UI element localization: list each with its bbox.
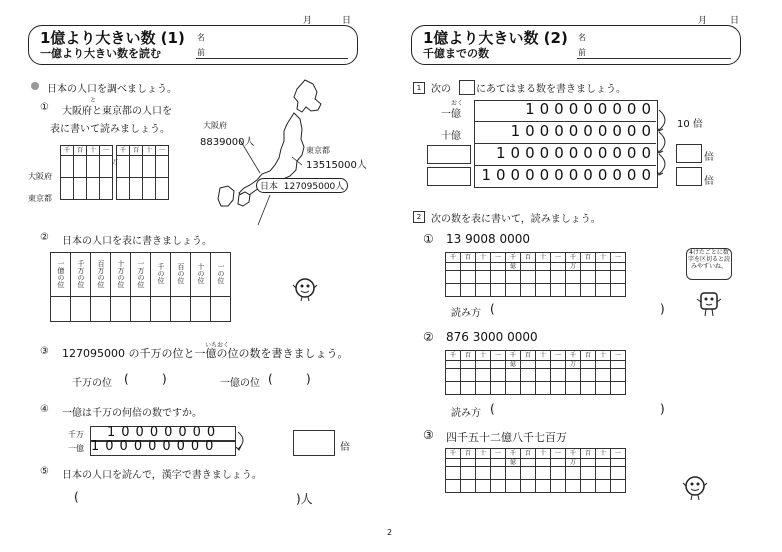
digit-cell[interactable] xyxy=(476,467,491,480)
name-label-1: 名 xyxy=(197,33,205,42)
page-number: 2 xyxy=(387,528,393,537)
digit-cell[interactable] xyxy=(521,467,536,480)
map-tokyo-value: 13515000人 xyxy=(306,160,367,171)
digit-cell[interactable] xyxy=(446,271,461,284)
col-head: 百 xyxy=(130,146,143,156)
mascot-icon xyxy=(682,474,708,502)
digit-cell[interactable] xyxy=(476,271,491,284)
digit-cell[interactable] xyxy=(506,480,521,493)
page-subtitle: 一億より大きい数を読む xyxy=(40,47,161,60)
place-head: 一億の位 xyxy=(57,259,65,288)
q3-number: ③ xyxy=(40,346,49,357)
digit-cell[interactable] xyxy=(491,480,506,493)
q3-ruby: いちおく xyxy=(205,342,230,349)
q4-unit: 倍 xyxy=(340,442,350,453)
s1-text-b: にあてはまる数を書きましょう。 xyxy=(476,84,626,95)
s1-row4-digits: 100000000000 xyxy=(481,166,656,184)
place-head: 一 xyxy=(491,351,506,361)
digit-cell[interactable] xyxy=(566,467,581,480)
digit-cell[interactable] xyxy=(536,284,551,297)
place-head: 十 xyxy=(536,351,551,361)
digit-cell[interactable] xyxy=(566,382,581,395)
oku-label: 億 xyxy=(506,263,521,271)
name-label-1: 名 xyxy=(578,33,586,42)
q5-number: ⑤ xyxy=(40,466,49,477)
place-head: 百 xyxy=(461,253,476,263)
bullet-icon xyxy=(31,82,39,90)
digit-cell[interactable] xyxy=(566,480,581,493)
place-head: 十 xyxy=(596,449,611,459)
digit-cell[interactable] xyxy=(491,382,506,395)
digit-cell[interactable] xyxy=(596,284,611,297)
digit-cell[interactable] xyxy=(566,271,581,284)
q1-text-line1: 大阪府と東京都の人口を xyxy=(62,106,172,117)
place-head: 百 xyxy=(521,351,536,361)
population-table-1 xyxy=(60,145,169,200)
place-head: 一 xyxy=(551,351,566,361)
digit-cell[interactable] xyxy=(446,382,461,395)
digit-cell[interactable] xyxy=(551,467,566,480)
q5-close-unit: )人 xyxy=(296,492,313,506)
place-head: 一 xyxy=(491,253,506,263)
date-day: 日 xyxy=(730,16,740,26)
digit-cell[interactable] xyxy=(446,467,461,480)
place-head: 一 xyxy=(491,449,506,459)
digit-cell[interactable] xyxy=(611,382,626,395)
p3-number: ③ xyxy=(423,428,434,442)
place-head: 一 xyxy=(551,253,566,263)
digit-cell[interactable] xyxy=(506,271,521,284)
digit-cell[interactable] xyxy=(536,382,551,395)
blank-box-icon xyxy=(459,80,475,95)
s1-row4-answer-box[interactable] xyxy=(427,167,471,186)
digit-cell[interactable] xyxy=(446,369,461,382)
digit-cell[interactable] xyxy=(611,467,626,480)
place-head: 千万の位 xyxy=(77,259,85,288)
digit-cell[interactable] xyxy=(446,284,461,297)
digit-cell[interactable] xyxy=(611,284,626,297)
digit-cell[interactable] xyxy=(461,382,476,395)
place-head: 千 xyxy=(506,449,521,459)
intro-text: 日本の人口を調べましょう。 xyxy=(47,84,177,95)
digit-cell[interactable] xyxy=(461,284,476,297)
name-label-2: 前 xyxy=(578,48,586,57)
p1-reading-label: 読み方 xyxy=(451,308,481,319)
place-head: 千 xyxy=(446,253,461,263)
digit-cell[interactable] xyxy=(551,382,566,395)
digit-cell[interactable] xyxy=(551,480,566,493)
digit-cell[interactable] xyxy=(521,284,536,297)
s1-unit-1: 倍 xyxy=(704,152,714,163)
digit-cell[interactable] xyxy=(581,284,596,297)
digit-cell[interactable] xyxy=(611,271,626,284)
mascot-icon xyxy=(292,276,318,302)
digit-cell[interactable] xyxy=(476,382,491,395)
q5-open: ( xyxy=(74,490,79,504)
q2-number: ② xyxy=(40,232,49,243)
place-head: 千 xyxy=(446,449,461,459)
place-head: 十 xyxy=(476,449,491,459)
s1-row1-label: 一億 xyxy=(441,109,461,120)
s1-row1-digits: 100000000 xyxy=(525,100,656,118)
digit-cell[interactable] xyxy=(551,284,566,297)
place-head: 百 xyxy=(581,253,596,263)
q1-text-line2: 表に書いて読みましょう。 xyxy=(50,124,170,135)
digit-cell[interactable] xyxy=(476,284,491,297)
place-head: 十 xyxy=(596,253,611,263)
name-label-2: 前 xyxy=(197,48,205,57)
digit-cell[interactable] xyxy=(611,480,626,493)
map-osaka-value: 8839000人 xyxy=(200,137,255,148)
name-line xyxy=(577,58,731,59)
digit-cell[interactable] xyxy=(446,480,461,493)
s1-row3-digits: 10000000000 xyxy=(496,144,656,162)
date-month: 月 xyxy=(698,16,708,26)
place-head: 百 xyxy=(581,351,596,361)
p2-value: 876 3000 0000 xyxy=(446,330,538,344)
p1-value: 13 9008 0000 xyxy=(446,232,530,246)
place-head: 千 xyxy=(566,449,581,459)
s1-row2-digits: 1000000000 xyxy=(510,122,656,140)
place-head: 百 xyxy=(461,351,476,361)
date-day: 日 xyxy=(342,16,352,26)
place-head: 十 xyxy=(476,351,491,361)
col-head: 十 xyxy=(143,146,156,156)
arrow-icon xyxy=(236,430,250,452)
s1-row3-answer-box[interactable] xyxy=(427,145,471,164)
digit-cell[interactable] xyxy=(461,271,476,284)
name-line xyxy=(196,58,348,59)
place-head: 十 xyxy=(596,351,611,361)
man-label: 万 xyxy=(566,361,581,369)
place-head: 千 xyxy=(506,253,521,263)
s1-times10: 10 倍 xyxy=(677,119,703,130)
mascot-icon xyxy=(696,290,722,318)
place-head: 百 xyxy=(581,449,596,459)
q4-text: 一億は千万の何倍の数ですか。 xyxy=(62,408,202,419)
place-head: 十万の位 xyxy=(117,259,125,288)
place-head: 一 xyxy=(611,351,626,361)
col-head: 十 xyxy=(87,146,100,156)
s1-text-a: 次の xyxy=(431,84,451,95)
p2-reading-label: 読み方 xyxy=(451,408,481,419)
hint-bubble: 4けたごとに数字を区切ると読みやすいね。 xyxy=(686,248,732,280)
place-head: 百 xyxy=(461,449,476,459)
digit-cell[interactable] xyxy=(596,467,611,480)
digit-cell[interactable] xyxy=(521,480,536,493)
digit-cell[interactable] xyxy=(596,369,611,382)
digit-cell[interactable] xyxy=(491,467,506,480)
digit-cell[interactable] xyxy=(506,467,521,480)
place-head: 千の位 xyxy=(157,263,165,284)
place-head: 千 xyxy=(446,351,461,361)
place-head: 千 xyxy=(506,351,521,361)
p3-grid xyxy=(445,448,626,493)
q3-text: 127095000 の千万の位と一億の位の数を書きましょう。 xyxy=(62,347,349,360)
japan-map xyxy=(210,75,360,235)
p2-reading-open: ( xyxy=(490,402,495,416)
place-head: 一 xyxy=(551,449,566,459)
place-head: 一 xyxy=(611,253,626,263)
section-1-number: 1 xyxy=(413,82,425,94)
map-japan-tag: 日本 127095000人 xyxy=(256,178,348,193)
q3-answer1-open: ( xyxy=(124,372,129,386)
digit-cell[interactable] xyxy=(506,382,521,395)
digit-cell[interactable] xyxy=(596,480,611,493)
digit-cell[interactable] xyxy=(491,369,506,382)
digit-cell[interactable] xyxy=(536,467,551,480)
digit-cell[interactable] xyxy=(476,480,491,493)
place-head: 一の位 xyxy=(217,263,225,284)
q4-row1-digits: 10000000 xyxy=(107,425,222,440)
row-label-tokyo: 東京都 xyxy=(28,194,52,203)
oku-label: 億 xyxy=(506,459,521,467)
place-head: 百 xyxy=(521,449,536,459)
q3-answer2-open: ( xyxy=(268,372,273,386)
man-label: 万 xyxy=(566,459,581,467)
map-osaka-label: 大阪府 xyxy=(203,121,227,130)
page-title: 1億より大きい数 (1) xyxy=(40,29,185,47)
digit-cell[interactable] xyxy=(581,467,596,480)
page-subtitle: 千億までの数 xyxy=(423,47,489,60)
digit-cell[interactable] xyxy=(461,369,476,382)
digit-cell[interactable] xyxy=(461,467,476,480)
date-month: 月 xyxy=(303,16,313,26)
q4-number: ④ xyxy=(40,404,49,415)
s1-times-box-2[interactable] xyxy=(676,167,702,186)
arrows-icon xyxy=(657,104,673,182)
place-head: 千 xyxy=(566,253,581,263)
p1-reading-open: ( xyxy=(490,302,495,316)
digit-cell[interactable] xyxy=(566,369,581,382)
population-table-2 xyxy=(50,252,231,322)
col-head: 百 xyxy=(74,146,87,156)
digit-cell[interactable] xyxy=(611,369,626,382)
man-label: 万 xyxy=(566,263,581,271)
place-head: 十 xyxy=(536,449,551,459)
section-2-number: 2 xyxy=(413,211,425,223)
q2-text: 日本の人口を表に書きましょう。 xyxy=(62,236,212,247)
digit-cell[interactable] xyxy=(581,271,596,284)
digit-cell[interactable] xyxy=(581,369,596,382)
p2-grid xyxy=(445,350,626,395)
digit-cell[interactable] xyxy=(491,271,506,284)
digit-cell[interactable] xyxy=(506,284,521,297)
digit-cell[interactable] xyxy=(596,271,611,284)
place-head: 一 xyxy=(611,449,626,459)
s1-ruby: おく xyxy=(451,100,464,107)
row-label-osaka: 大阪府 xyxy=(28,172,52,181)
digit-cell[interactable] xyxy=(536,271,551,284)
q1-ruby: と xyxy=(90,97,97,104)
p1-grid xyxy=(445,252,626,297)
place-head: 百万の位 xyxy=(97,259,105,288)
q4-row2-digits: 100000000 xyxy=(91,439,220,454)
digit-cell[interactable] xyxy=(461,480,476,493)
q3-answer2-label: 一億の位 xyxy=(220,378,260,389)
col-head: 千 xyxy=(61,146,74,156)
place-head: 十 xyxy=(476,253,491,263)
digit-cell[interactable] xyxy=(581,382,596,395)
s1-row2-label: 十億 xyxy=(441,131,461,142)
s1-times-box-1[interactable] xyxy=(676,144,702,163)
digit-cell[interactable] xyxy=(476,369,491,382)
digit-cell[interactable] xyxy=(521,382,536,395)
digit-cell[interactable] xyxy=(521,271,536,284)
place-head: 千 xyxy=(566,351,581,361)
q3-answer1-label: 千万の位 xyxy=(72,378,112,389)
digit-cell[interactable] xyxy=(536,369,551,382)
q3-answer1-close: ) xyxy=(162,372,167,386)
oku-label: 億 xyxy=(506,361,521,369)
place-head: 十の位 xyxy=(197,263,205,284)
digit-cell[interactable] xyxy=(551,369,566,382)
map-tokyo-label: 東京都 xyxy=(306,146,330,155)
p1-reading-close: ) xyxy=(660,302,665,316)
p1-number: ① xyxy=(423,232,434,246)
digit-cell[interactable] xyxy=(521,369,536,382)
digit-cell[interactable] xyxy=(506,369,521,382)
q1-number: ① xyxy=(40,102,49,113)
q4-row2-label: 一億 xyxy=(68,444,84,453)
place-head: 十 xyxy=(536,253,551,263)
digit-cell[interactable] xyxy=(551,271,566,284)
q5-text: 日本の人口を読んで，漢字で書きましょう。 xyxy=(62,470,262,481)
digit-cell[interactable] xyxy=(596,382,611,395)
digit-cell[interactable] xyxy=(536,480,551,493)
digit-cell[interactable] xyxy=(491,284,506,297)
place-head: 百の位 xyxy=(177,263,185,284)
q4-answer-box[interactable] xyxy=(293,430,335,456)
q3-answer2-close: ) xyxy=(306,372,311,386)
p3-value: 四千五十二億八千七百万 xyxy=(446,431,567,444)
col-head: 一 xyxy=(100,146,113,156)
man-label: 万 xyxy=(112,159,119,166)
s1-unit-2: 倍 xyxy=(704,176,714,187)
q4-row1-label: 千万 xyxy=(68,430,84,439)
digit-cell[interactable] xyxy=(581,480,596,493)
p2-number: ② xyxy=(423,330,434,344)
page-title: 1億より大きい数 (2) xyxy=(423,29,568,47)
col-head: 千 xyxy=(117,146,130,156)
p2-reading-close: ) xyxy=(660,402,665,416)
s2-text: 次の数を表に書いて，読みましょう。 xyxy=(431,214,601,225)
digit-cell[interactable] xyxy=(566,284,581,297)
col-head: 一 xyxy=(156,146,169,156)
place-head: 一万の位 xyxy=(137,259,145,288)
place-head: 百 xyxy=(521,253,536,263)
